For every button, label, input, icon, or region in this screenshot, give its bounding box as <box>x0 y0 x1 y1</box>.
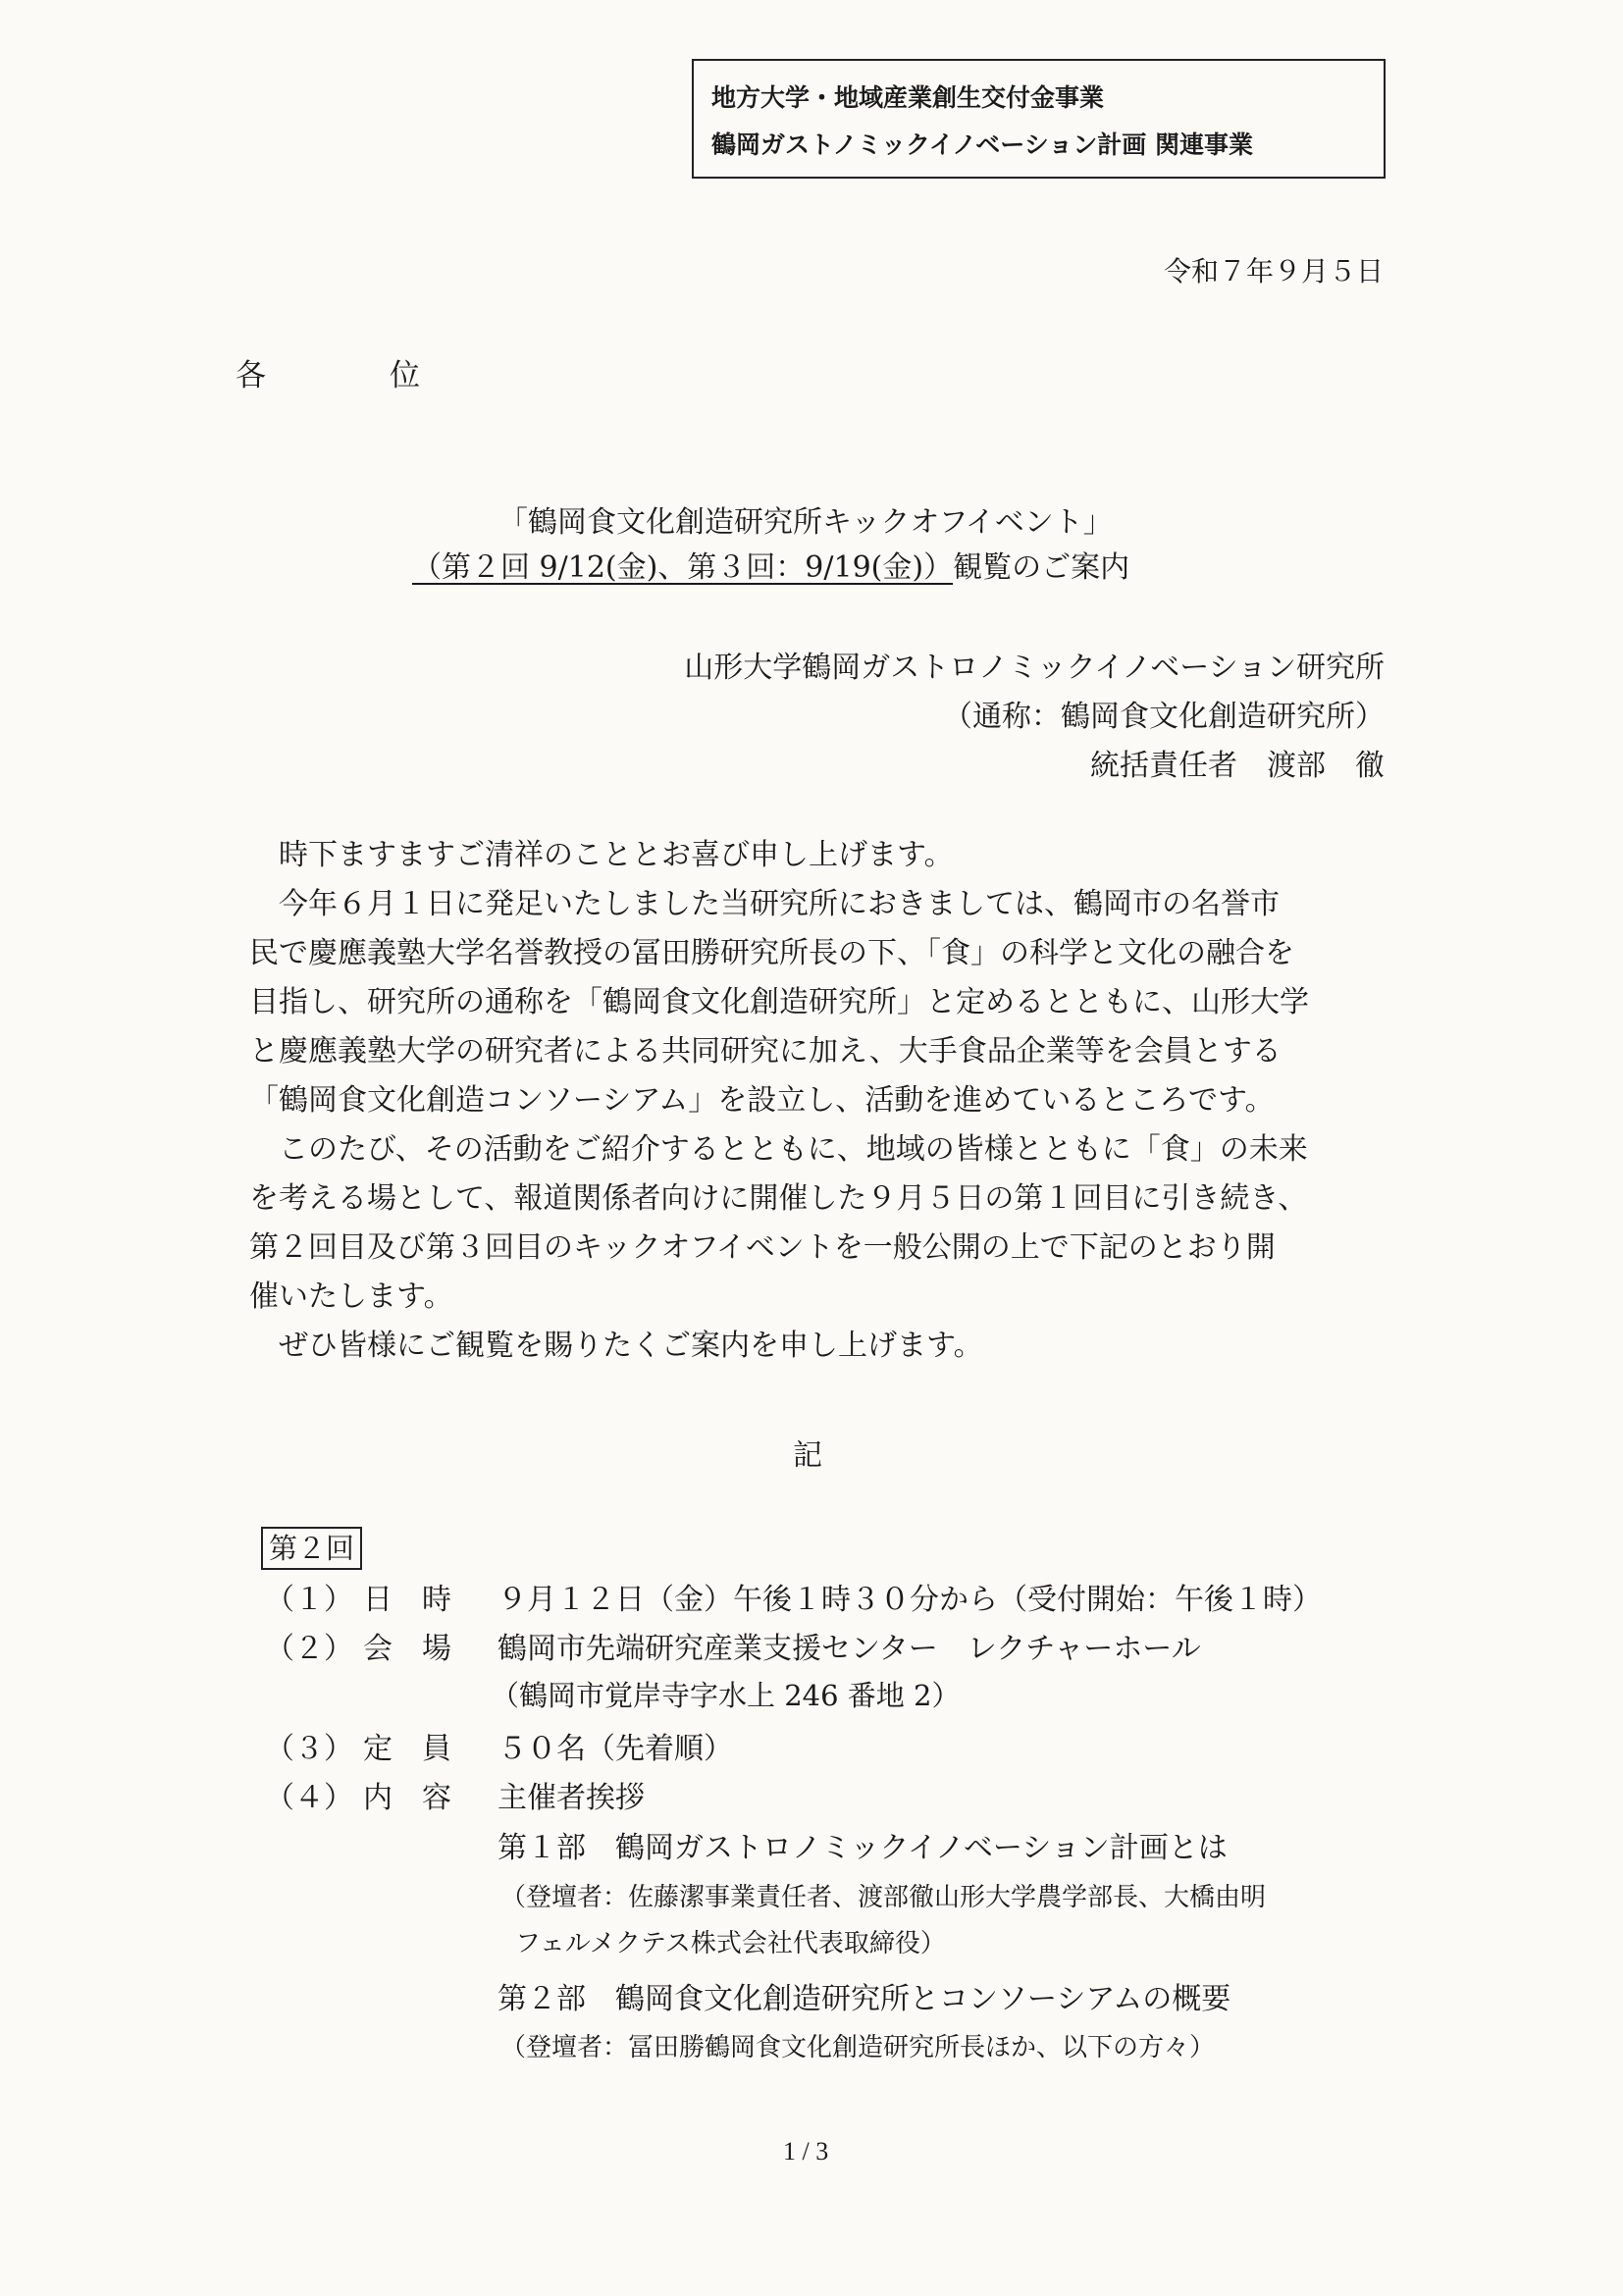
part-1-title: 第１部 鶴岡ガストロノミックイノベーション計画とは <box>497 1831 1228 1865</box>
item-value: ５０名（先着順） <box>497 1732 733 1766</box>
document-date: 令和７年９月５日 <box>1163 255 1384 287</box>
part-1-speakers-line-2: フェルメクテス株式会社代表取締役） <box>515 1929 946 1958</box>
item-number: （４） <box>265 1781 353 1815</box>
paragraph-3-line-4: 催いたします。 <box>249 1279 453 1314</box>
ki-heading: 記 <box>793 1438 822 1473</box>
paragraph-2-line-1: 今年６月１日に発足いたしました当研究所におきましては、鶴岡市の名誉市 <box>279 887 1280 921</box>
paragraph-closing: ぜひ皆様にご観覧を賜りたくご案内を申し上げます。 <box>279 1329 983 1363</box>
paragraph-2-line-4: と慶應義塾大学の研究者による共同研究に加え、大手食品企業等を会員とする <box>249 1034 1282 1069</box>
item-number: （３） <box>265 1732 353 1766</box>
sender-person: 統括責任者 渡部 徹 <box>1090 749 1385 783</box>
paragraph-2-line-3: 目指し、研究所の通称を「鶴岡食文化創造研究所」と定めるとともに、山形大学 <box>249 985 1309 1019</box>
subtitle-rest: 観覧のご案内 <box>953 550 1130 585</box>
addressee-first: 各 <box>236 358 266 393</box>
paragraph-3-line-3: 第２回目及び第３回目のキックオフイベントを一般公開の上で下記のとおり開 <box>249 1230 1276 1265</box>
document-subtitle <box>412 543 1129 586</box>
sender-organization: 山形大学鶴岡ガストロノミックイノベーション研究所 <box>684 651 1385 685</box>
part-2-speakers: （登壇者：冨田勝鶴岡食文化創造研究所長ほか、以下の方々） <box>500 2033 1216 2062</box>
part-1-speakers-line-1: （登壇者：佐藤潔事業責任者、渡部徹山形大学農学部長、大橋由明 <box>500 1883 1267 1912</box>
document-title: 「鶴岡食文化創造研究所キックオフイベント」 <box>498 505 1113 540</box>
item-label: 会 場 <box>363 1632 451 1666</box>
part-2-title: 第２部 鶴岡食文化創造研究所とコンソーシアムの概要 <box>497 1982 1231 2016</box>
item-value: 主催者挨拶 <box>497 1781 645 1815</box>
venue-address: （鶴岡市覚岸寺字水上 246 番地 2） <box>491 1679 961 1712</box>
item-label: 日 時 <box>363 1583 451 1617</box>
addressee <box>236 350 420 394</box>
header-line-1: 地方大学・地域産業創生交付金事業 <box>711 83 1105 112</box>
page-number: 1 / 3 <box>783 2137 829 2166</box>
paragraph-greeting: 時下ますますご清祥のこととお喜び申し上げます。 <box>279 838 954 872</box>
header-line-2: 鶴岡ガストノミックイノベーション計画 関連事業 <box>711 130 1253 159</box>
item-value: 鶴岡市先端研究産業支援センター レクチャーホール <box>497 1632 1201 1666</box>
paragraph-2-line-5: 「鶴岡食文化創造コンソーシアム」を設立し、活動を進めているところです。 <box>249 1083 1275 1118</box>
addressee-second: 位 <box>390 358 420 393</box>
item-label: 定 員 <box>363 1732 451 1766</box>
paragraph-2-line-2: 民で慶應義塾大学名誉教授の冨田勝研究所長の下、「食」の科学と文化の融合を <box>249 936 1294 970</box>
body-text <box>249 831 1387 1371</box>
project-header-box <box>692 59 1386 179</box>
paragraph-3-line-1: このたび、その活動をご紹介するとともに、地域の皆様とともに「食」の未来 <box>279 1132 1308 1167</box>
item-number: （１） <box>265 1583 353 1617</box>
item-number: （２） <box>265 1632 353 1666</box>
session-label: 第２回 <box>261 1527 362 1570</box>
event-dates: （第２回 9/12(金)、第３回：9/19(金)） <box>412 550 954 585</box>
item-value: ９月１２日（金）午後１時３０分から（受付開始：午後１時） <box>497 1583 1322 1617</box>
paragraph-3-line-2: を考える場として、報道関係者向けに開催した９月５日の第１回目に引き続き、 <box>249 1181 1308 1216</box>
sender-alias: （通称：鶴岡食文化創造研究所） <box>943 700 1385 734</box>
item-label: 内 容 <box>363 1781 451 1815</box>
